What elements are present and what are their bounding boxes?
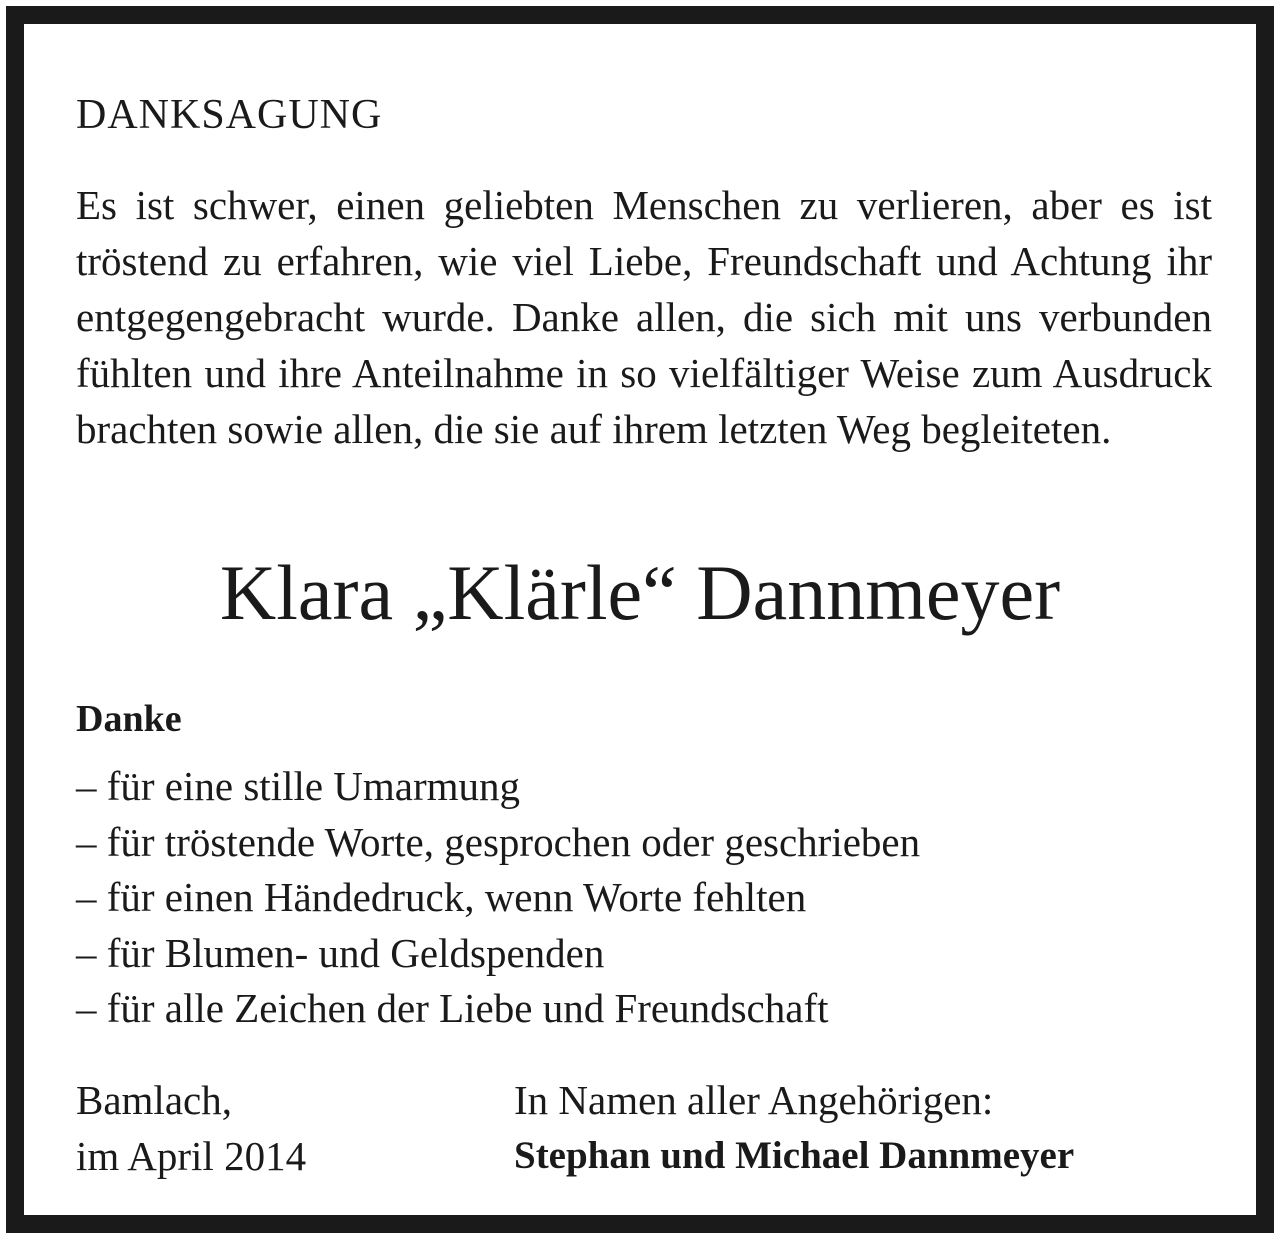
thanks-item: – für einen Händedruck, wenn Worte fehlten xyxy=(76,874,807,920)
thanks-item: – für tröstende Worte, gesprochen oder geschrieben xyxy=(76,818,921,865)
on-behalf-text: In Namen aller Angehörigen: xyxy=(514,1077,994,1123)
notice-heading: DANKSAGUNG xyxy=(76,92,383,138)
thanks-title: Danke xyxy=(76,698,182,740)
obituary-notice-frame xyxy=(6,6,1274,1233)
place-and-date xyxy=(76,1072,306,1184)
notice-intro-text: Es ist schwer, einen geliebten Menschen zu verlieren, aber es ist tröstend zu erfahren, wie viel Liebe, Freundschaft und Achtung ihr entgegengebracht wurde. Danke allen, die sich mit uns verbunden fühlten und ihre Anteilnahme in so vielfältiger Weise zum Ausdruck brachten sowie allen, die sie auf ihrem letzten Weg begleiteten. xyxy=(76,182,1212,452)
date: im April 2014 xyxy=(76,1133,307,1179)
signature-block xyxy=(514,1072,1074,1184)
thanks-item: – für eine stille Umarmung xyxy=(76,763,521,809)
place: Bamlach, xyxy=(76,1077,232,1123)
deceased-name: Klara „Klärle“ Dannmeyer xyxy=(219,549,1061,636)
thanks-list xyxy=(76,759,920,1037)
thanks-item: – für Blumen- und Geldspenden xyxy=(76,929,605,976)
signers: Stephan und Michael Dannmeyer xyxy=(514,1134,1075,1177)
thanks-item: – für alle Zeichen der Liebe und Freundschaft xyxy=(76,985,829,1031)
